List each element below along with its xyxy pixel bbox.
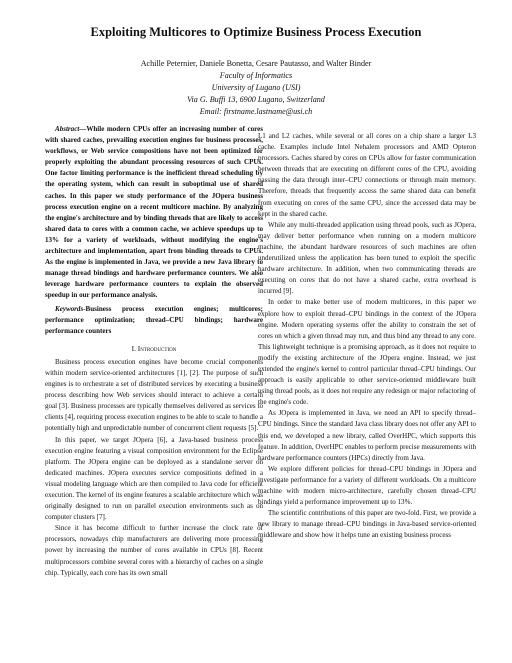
body-paragraph: While any multi-threaded application using thread pools, such as JOpera, may deliver better performance when running on a modern multicore machine, the abundant hardware resources of such machines are often underutilized unless the application has been tuned to exploit the specific hardware architecture. In addition, when two communicating threads are executing on cores that do not have a shared cache, extra overhead is incurred [9]. — [258, 220, 476, 296]
author-block — [0, 58, 512, 118]
abstract-text: —While modern CPUs offer an increasing number of cores with shared caches, prevailing execution engines for business processes, workflows, or Web service compositions have not been optimized for properly exploiting the abundant processing resources of such CPUs. One factor limiting performance is the inefficient thread scheduling by the operating system, which can result in suboptimal use of shared caches. In this paper we study performance of the JOpera business process execution engine on a recent multicore machine. By analyzing the engine's architecture and by binding threads that are likely to access shared data to cores with a common cache, we achieve speedups up to 13% for a variety of workloads, without modifying the engine's architecture and implementation, apart from binding threads to CPUs. As the engine is implemented in Java, we provide a new Java library to manage thread bindings and hardware performance counters. We also leverage hardware performance counters to explain the observed speedup in our performance analysis. — [45, 125, 263, 300]
keywords-label: Keywords — [55, 304, 84, 313]
body-paragraph: The scientific contributions of this paper are two-fold. First, we provide a new library to manage thread–CPU bindings in Java-based service-oriented middleware and show how it helps tune an existing business process — [258, 509, 476, 540]
affiliation-line: University of Lugano (USI) — [211, 83, 301, 92]
affiliation-line: Via G. Buffi 13, 6900 Lugano, Switzerland — [187, 95, 325, 104]
affiliation-line: Faculty of Informatics — [219, 71, 293, 80]
body-paragraph: In order to make better use of modern multicores, in this paper we explore how to exploit thread–CPU bindings in the context of the JOpera engine. Modern operating systems offer the ability to constrain the set of cores on which a given thread may run, and thus bind any thread to any core. This lightweight technique is a promising approach, as it does not require to modify the existing architecture of the JOpera engine. Instead, we just extended the engine's kernel to control particular thread–CPU bindings. Our approach is easily applicable to other service-oriented middleware built using thread pools, as it does not require any redesign or major refactoring of the engine's code. — [258, 298, 476, 407]
abstract — [45, 124, 263, 302]
abstract-label: Abstract — [55, 125, 80, 133]
author-email: Email: firstname.lastname@usi.ch — [199, 107, 313, 116]
body-paragraph: Since it has become difficult to further increase the clock rate of processors, nowadays chip manufacturers are delivering more processing power by increasing the number of cores available in CPUs [8]. Recent multiprocessors combine several cores with a hierarchy of caches on a single chip. Typically, each core has its own small — [45, 524, 263, 577]
section-heading: I. Introduction — [131, 343, 177, 353]
body-paragraph: L1 and L2 caches, while several or all cores on a chip share a larger L3 cache. Examples include Intel Nehalem processors and AMD Opteron processors. Caches shared by cores on CPUs allow for faster communication between threads that are executing on different cores of the CPU, avoiding passing the data through inter–CPU connections or through main memory. Therefore, threads that frequently access the same shared data can benefit from executing on cores of the same CPU, since the accessed data may be kept in the shared cache. — [258, 132, 476, 218]
author-names: Achille Peternier, Daniele Bonetta, Cesare Pautasso, and Walter Binder — [140, 59, 372, 68]
right-column — [258, 131, 476, 541]
keywords-text: -Business process execution engines; multicores; performance optimization; thread–CPU bindings; hardware performance counters — [45, 304, 263, 335]
body-paragraph: Business process execution engines have become crucial components within modern service-oriented architectures [1], [2]. The purpose of such engines is to orchestrate a set of distributed services by executing a business process describing how Web services should interact to achieve a certain goal [3]. Business processes are typically themselves delivered as services to clients [4], requiring process execution engines to be able to scale to handle a potentially high and unpredictable number of concurrent client requests [5]. — [45, 357, 263, 433]
body-paragraph: In this paper, we target JOpera [6], a Java-based business process execution engine featuring a visual composition environment for the Eclipse platform. The JOpera engine can be deployed as a standalone server on dedicated machines. JOpera executes service compositions defined in a visual modeling language which are then compiled to Java code for efficient execution. The kernel of its engine features a scalable architecture which was originally designed to run on parallel execution environments such as on computer clusters [7]. — [45, 435, 263, 522]
body-paragraph: As JOpera is implemented in Java, we need an API to specify thread–CPU bindings. Since the standard Java class library does not offer any API to this end, we developed a new library, called OverHPC, which supports this feature. In addition, OverHPC enables to perform precise measurements with hardware performance counters (HPCs) directly from Java. — [258, 409, 476, 462]
paper-title: Exploiting Multicores to Optimize Business Process Execution — [90, 25, 422, 39]
body-paragraph: We explore different policies for thread–CPU bindings in JOpera and investigate performance for a variety of different workloads. On a multicore machine with modern micro-architecture, carefully chosen thread–CPU bindings yield a performance improvement up to 13%. — [258, 464, 476, 507]
left-column — [45, 124, 263, 579]
keywords — [45, 304, 263, 337]
